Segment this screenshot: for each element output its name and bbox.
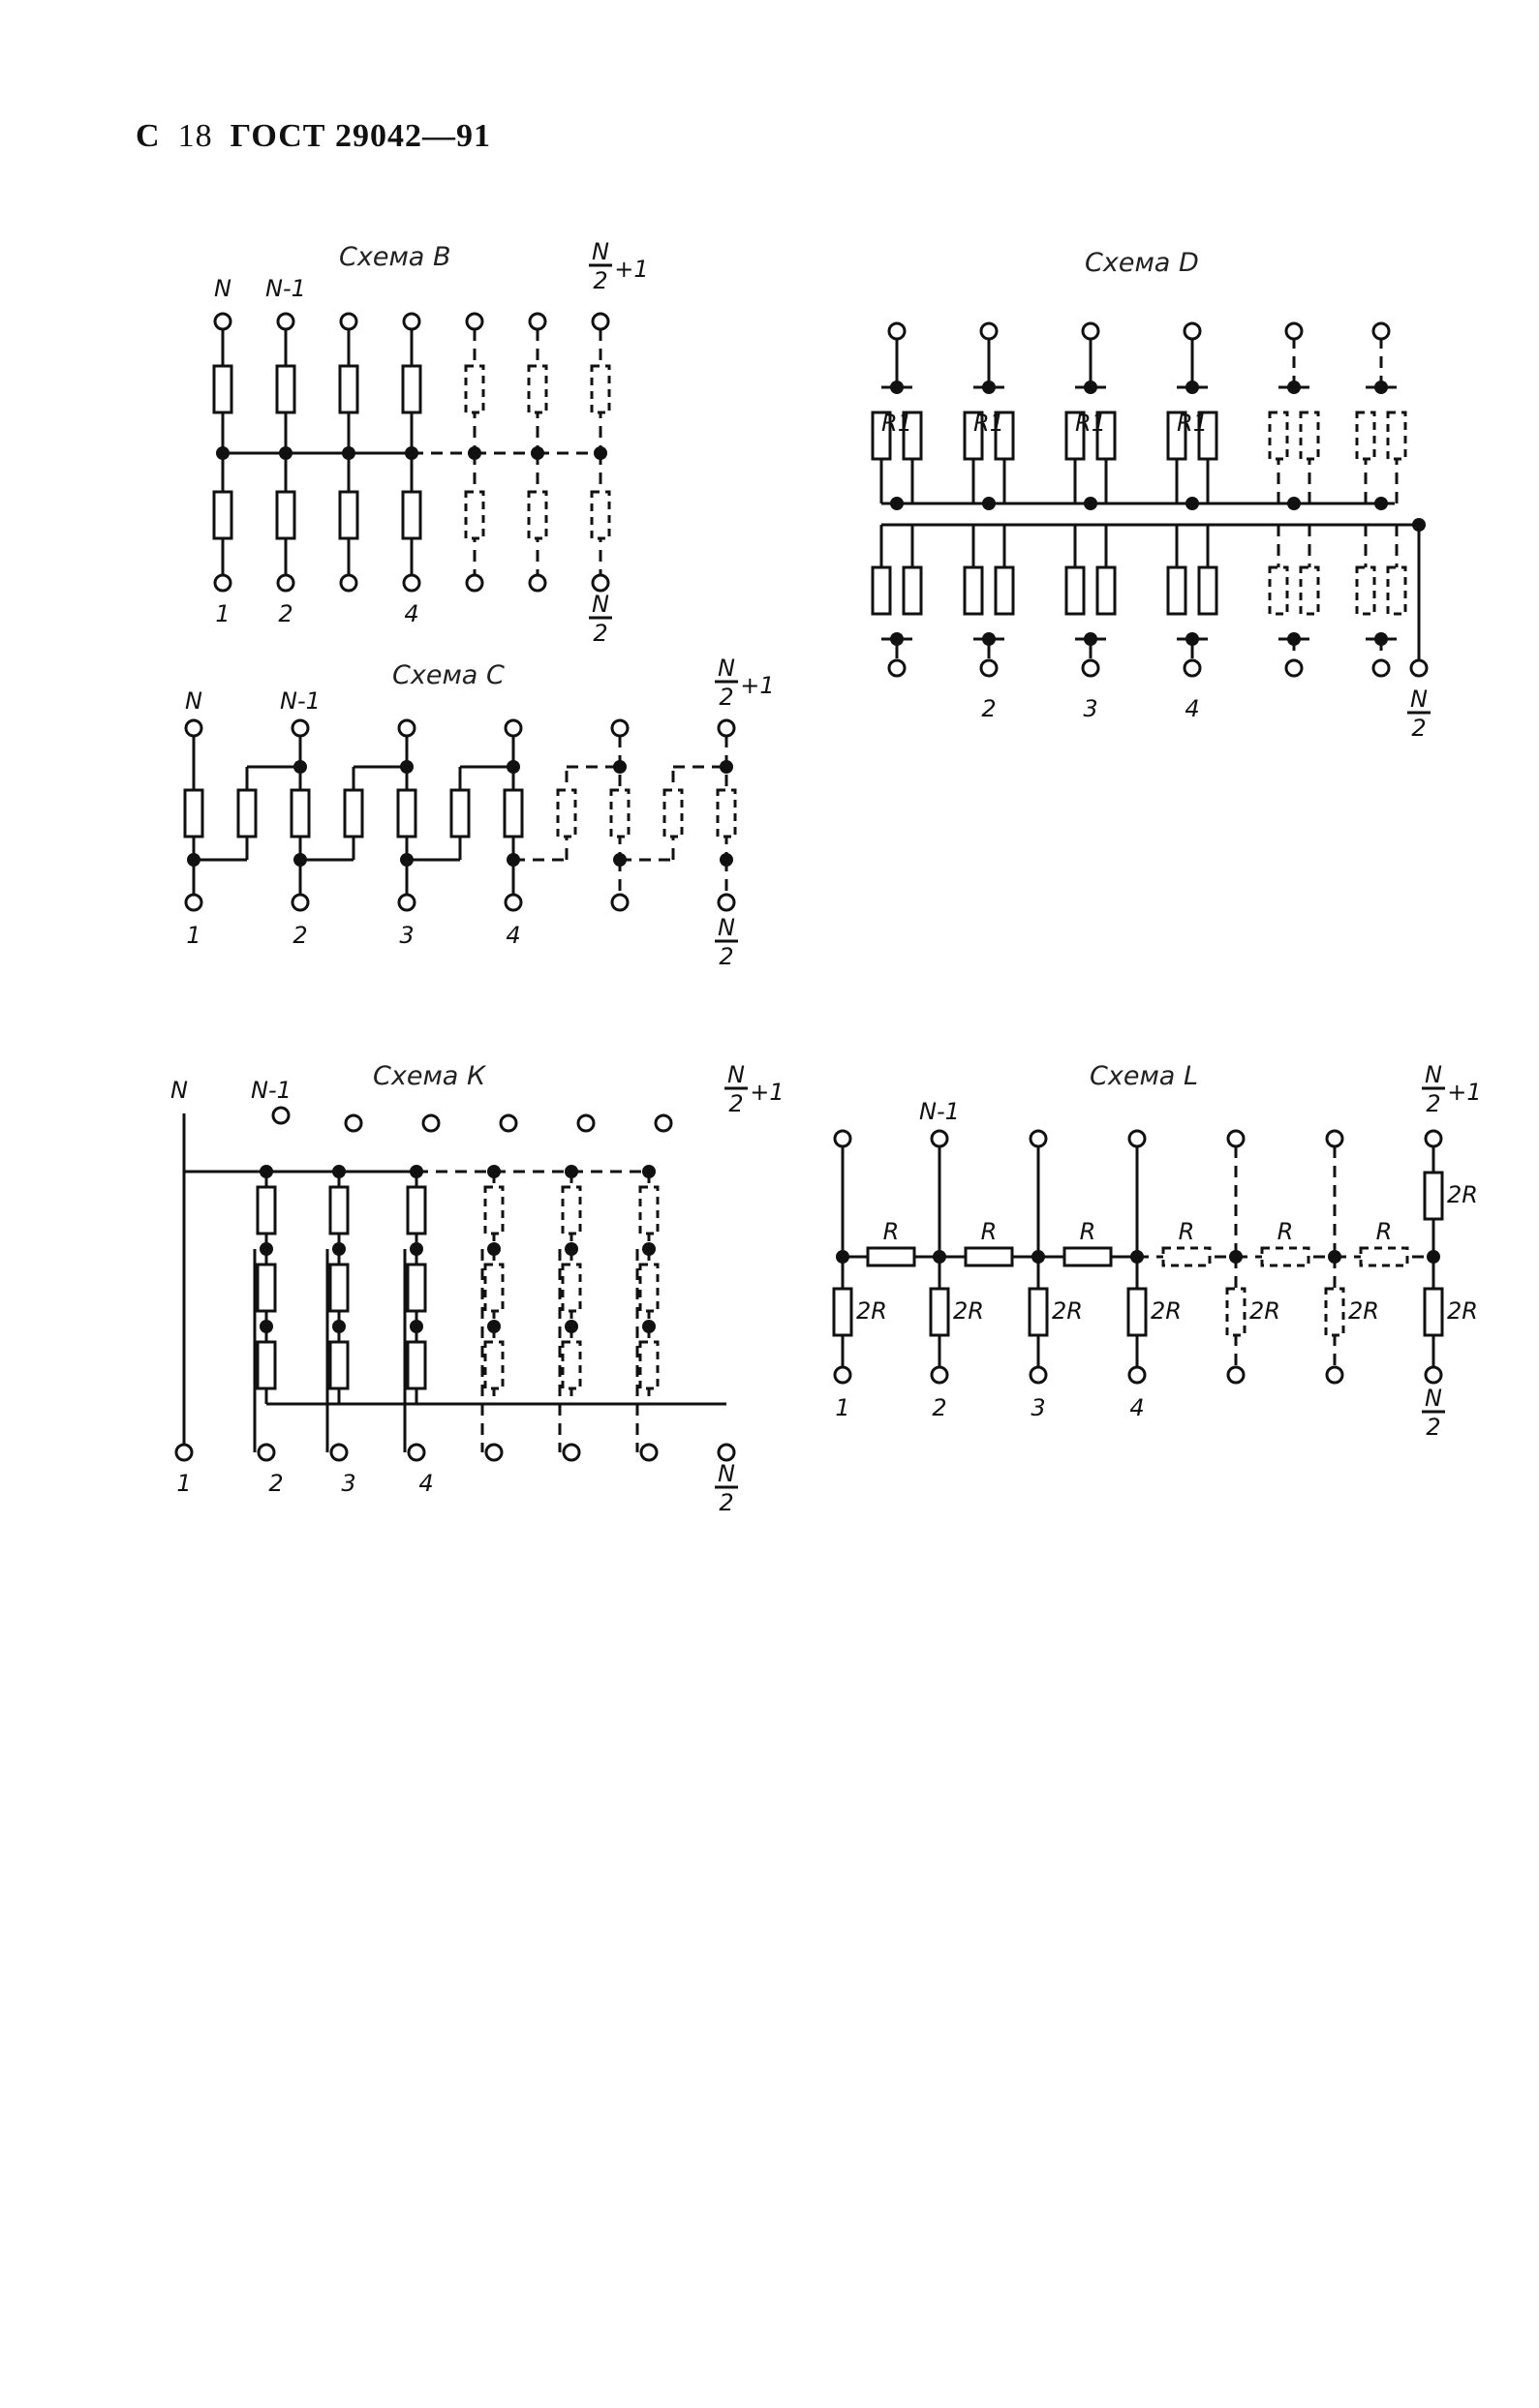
scheme-b-diagram — [184, 232, 726, 647]
column-resistor — [398, 790, 416, 837]
bottom-label-n-half — [715, 1460, 738, 1516]
ladder-node — [1427, 1250, 1440, 1264]
bottom-label: 4 — [404, 600, 419, 627]
series-resistor-label: R — [882, 1218, 900, 1245]
lower-resistor-r1 — [1168, 567, 1185, 614]
scheme-k-svg — [155, 1055, 785, 1539]
top-node — [400, 760, 414, 774]
column-node — [410, 1242, 423, 1256]
upper-resistor — [340, 366, 357, 412]
scheme-l-svg — [814, 1055, 1482, 1462]
top-terminal — [1031, 1131, 1046, 1146]
bottom-terminal — [331, 1445, 347, 1460]
bottom-terminal — [467, 575, 482, 591]
top-label-n-1: N-1 — [251, 1077, 292, 1104]
bottom-label-n-half — [1422, 1385, 1445, 1441]
series-resistor-label: R — [1375, 1218, 1393, 1245]
column-node — [642, 1320, 656, 1333]
lower-resistor-r1 — [873, 567, 890, 614]
fraction-numerator: N — [592, 238, 609, 265]
top-terminal — [292, 720, 308, 736]
bottom-label: 1 — [215, 600, 231, 627]
top-label-n-half-plus-one — [589, 238, 649, 294]
output-terminal — [719, 1445, 734, 1460]
column-node — [332, 1320, 346, 1333]
bus-node — [594, 446, 607, 460]
bottom-label: 4 — [1129, 1394, 1145, 1421]
page-number: 18 — [177, 118, 213, 154]
column-resistor-1 — [640, 1187, 658, 1234]
column-resistor-1 — [258, 1187, 275, 1234]
column-node — [260, 1242, 273, 1256]
shunt-resistor-label: 2R — [953, 1297, 984, 1325]
bottom-label: 1 — [176, 1470, 192, 1497]
fraction-numerator: N — [1425, 1061, 1442, 1088]
fraction-numerator: N — [1410, 686, 1428, 713]
bottom-label: 3 — [1083, 695, 1098, 722]
column-resistor-2 — [408, 1265, 425, 1311]
bottom-label: 1 — [835, 1394, 850, 1421]
top-terminal — [501, 1115, 516, 1131]
pair-node — [1374, 381, 1388, 394]
column-resistor — [611, 790, 629, 837]
column-resistor-2 — [485, 1265, 503, 1311]
lower-resistor-r2 — [904, 567, 921, 614]
fraction-denominator: 2 — [719, 1489, 734, 1516]
column-resistor — [185, 790, 202, 837]
top-resistor-2r — [1425, 1173, 1442, 1219]
resistor-label: R1 — [1075, 410, 1106, 437]
top-node — [720, 760, 733, 774]
top-node — [613, 760, 627, 774]
column-resistor — [505, 790, 522, 837]
bottom-terminal — [292, 895, 308, 910]
bus-node — [890, 497, 904, 510]
lower-resistor — [529, 492, 546, 538]
bottom-terminal — [409, 1445, 424, 1460]
scheme-l-title: Схема L — [1090, 1061, 1198, 1091]
pair-node — [982, 381, 996, 394]
top-terminal — [278, 314, 293, 329]
scheme-l-diagram — [814, 1055, 1482, 1466]
shunt-resistor-2r — [1326, 1289, 1343, 1335]
shunt-resistor-label: 2R — [1447, 1297, 1478, 1325]
fraction-numerator: N — [718, 655, 735, 682]
resistor-label: R1 — [973, 410, 1004, 437]
lower-resistor-r2 — [1199, 567, 1216, 614]
column-resistor-2 — [563, 1265, 580, 1311]
bottom-label: 2 — [268, 1470, 284, 1497]
shunt-resistor-2r — [1128, 1289, 1146, 1335]
series-resistor-label: R — [980, 1218, 998, 1245]
bottom-terminal — [564, 1445, 579, 1460]
top-terminal — [530, 314, 545, 329]
bus-node — [1374, 497, 1388, 510]
lower-resistor-r1 — [1270, 567, 1287, 614]
bottom-terminal — [641, 1445, 657, 1460]
column-node — [410, 1320, 423, 1333]
upper-resistor — [277, 366, 294, 412]
column-resistor-3 — [408, 1342, 425, 1388]
scheme-b-svg — [184, 232, 726, 647]
shunt-resistor-label: 2R — [1052, 1297, 1083, 1325]
pair-node — [1084, 632, 1097, 646]
bottom-label: 4 — [418, 1470, 434, 1497]
bottom-label: 2 — [981, 695, 997, 722]
series-resistor-r — [868, 1248, 914, 1265]
fraction-denominator: 2 — [728, 1090, 744, 1117]
pair-node — [1287, 381, 1301, 394]
lower-resistor — [277, 492, 294, 538]
fraction-numerator: N — [1425, 1385, 1442, 1412]
series-resistor-label: R — [1178, 1218, 1195, 1245]
top-label-n-1: N-1 — [265, 275, 306, 302]
top-label-n-half-plus-one — [1422, 1061, 1482, 1117]
top-terminal — [1083, 323, 1098, 339]
bottom-label-n-half — [589, 591, 612, 647]
bottom-terminal — [889, 660, 905, 676]
top-node — [507, 760, 520, 774]
bottom-label: 1 — [186, 922, 201, 949]
bottom-terminal — [530, 575, 545, 591]
column-resistor-3 — [640, 1342, 658, 1388]
column-node — [332, 1242, 346, 1256]
bottom-label: 2 — [932, 1394, 947, 1421]
bottom-terminal — [1129, 1367, 1145, 1383]
fraction-denominator: 2 — [719, 684, 734, 711]
bottom-terminal — [486, 1445, 502, 1460]
top-terminal — [399, 720, 415, 736]
column-resistor-2 — [640, 1265, 658, 1311]
top-terminal — [215, 314, 231, 329]
scheme-c-svg — [165, 649, 785, 1017]
shunt-resistor-label: 2R — [1151, 1297, 1182, 1325]
fraction-numerator: N — [718, 1460, 735, 1487]
rung-resistor — [345, 790, 362, 837]
bottom-terminal — [278, 575, 293, 591]
bottom-terminal — [215, 575, 231, 591]
lower-resistor-r2 — [1097, 567, 1115, 614]
fraction-denominator: 2 — [593, 620, 608, 647]
fraction-denominator: 2 — [1411, 715, 1427, 742]
bottom-terminal — [259, 1445, 274, 1460]
standard-number: ГОСТ 29042—91 — [230, 118, 491, 154]
fraction-denominator: 2 — [593, 267, 608, 294]
rung-resistor — [558, 790, 575, 837]
column-node — [487, 1320, 501, 1333]
fraction-denominator: 2 — [719, 943, 734, 970]
top-label-n-half-plus-one — [715, 655, 775, 711]
bottom-terminal — [612, 895, 628, 910]
column-resistor-3 — [563, 1342, 580, 1388]
bottom-terminal — [341, 575, 356, 591]
bottom-terminal — [1426, 1367, 1441, 1383]
column-node — [565, 1242, 578, 1256]
column-resistor-1 — [330, 1187, 348, 1234]
top-terminal — [578, 1115, 594, 1131]
pair-node — [1185, 381, 1199, 394]
top-terminal — [423, 1115, 439, 1131]
column-resistor-1 — [563, 1187, 580, 1234]
pair-node — [1374, 632, 1388, 646]
bottom-label-n-half — [1407, 686, 1431, 742]
column-resistor — [292, 790, 309, 837]
shunt-resistor-2r — [834, 1289, 851, 1335]
upper-resistor-r2 — [1301, 412, 1318, 459]
lower-resistor-r2 — [996, 567, 1013, 614]
lower-resistor-r1 — [965, 567, 982, 614]
rung-resistor — [664, 790, 682, 837]
top-terminal — [1426, 1131, 1441, 1146]
top-terminal — [1286, 323, 1302, 339]
series-resistor-r — [966, 1248, 1012, 1265]
lower-resistor — [466, 492, 483, 538]
bottom-terminal — [186, 895, 201, 910]
shunt-resistor-2r — [1227, 1289, 1245, 1335]
top-label-n: N — [170, 1077, 188, 1104]
upper-resistor — [214, 366, 231, 412]
column-node — [642, 1242, 656, 1256]
scheme-d-title: Схема D — [1085, 248, 1199, 278]
column-resistor-3 — [485, 1342, 503, 1388]
upper-resistor-r1 — [1357, 412, 1374, 459]
top-node — [293, 760, 307, 774]
column-node — [487, 1242, 501, 1256]
pair-node — [890, 632, 904, 646]
column-resistor — [718, 790, 735, 837]
column-resistor-3 — [258, 1342, 275, 1388]
bottom-terminal — [719, 895, 734, 910]
bottom-label: 2 — [278, 600, 293, 627]
bottom-terminal — [404, 575, 419, 591]
bottom-terminal — [1083, 660, 1098, 676]
fraction-denominator: 2 — [1426, 1414, 1441, 1441]
column-resistor-3 — [330, 1342, 348, 1388]
bottom-label: 4 — [506, 922, 521, 949]
bus-node — [982, 497, 996, 510]
bottom-terminal — [932, 1367, 947, 1383]
column-node — [260, 1320, 273, 1333]
fraction-plus-one: +1 — [750, 1079, 785, 1106]
column-resistor-1 — [485, 1187, 503, 1234]
bottom-label: 3 — [1031, 1394, 1046, 1421]
resistor-label: R1 — [881, 410, 912, 437]
bottom-terminal — [1031, 1367, 1046, 1383]
top-terminal — [719, 720, 734, 736]
shunt-resistor-2r — [1425, 1289, 1442, 1335]
top-terminal — [273, 1108, 289, 1123]
top-terminal — [656, 1115, 671, 1131]
top-terminal — [932, 1131, 947, 1146]
bottom-label: 2 — [292, 922, 308, 949]
fraction-numerator: N — [718, 914, 735, 941]
top-terminal — [612, 720, 628, 736]
scheme-b-title: Схема В — [339, 242, 451, 272]
bottom-terminal — [399, 895, 415, 910]
bottom-terminal — [835, 1367, 850, 1383]
series-resistor-label: R — [1277, 1218, 1294, 1245]
lower-resistor-r2 — [1301, 567, 1318, 614]
header-letter: С — [136, 118, 161, 154]
top-terminal — [186, 720, 201, 736]
top-label-n: N — [185, 687, 202, 715]
lower-resistor-r2 — [1388, 567, 1405, 614]
bottom-terminal — [1373, 660, 1389, 676]
top-terminal — [1327, 1131, 1342, 1146]
scheme-k-diagram — [155, 1055, 785, 1543]
bottom-label: 3 — [399, 922, 415, 949]
pair-node — [890, 381, 904, 394]
shunt-resistor-label: 2R — [856, 1297, 887, 1325]
bus-node — [1287, 497, 1301, 510]
shunt-resistor-label: 2R — [1348, 1297, 1379, 1325]
resistor-label: R1 — [1177, 410, 1208, 437]
bottom-terminal — [1185, 660, 1200, 676]
series-resistor-r — [1361, 1248, 1407, 1265]
bottom-terminal — [1228, 1367, 1244, 1383]
scheme-d-diagram — [852, 242, 1453, 769]
bottom-label-n-half — [715, 914, 738, 970]
series-resistor-r — [1262, 1248, 1308, 1265]
bottom-label: 4 — [1185, 695, 1200, 722]
upper-resistor — [529, 366, 546, 412]
output-terminal — [1411, 660, 1427, 676]
pair-node — [982, 632, 996, 646]
bottom-terminal — [981, 660, 997, 676]
scheme-c-diagram — [165, 649, 785, 1021]
lower-resistor — [340, 492, 357, 538]
top-terminal — [404, 314, 419, 329]
column-resistor-2 — [330, 1265, 348, 1311]
bottom-terminal — [1327, 1367, 1342, 1383]
fraction-numerator: N — [727, 1061, 745, 1088]
top-terminal — [341, 314, 356, 329]
upper-resistor — [403, 366, 420, 412]
top-terminal — [889, 323, 905, 339]
series-resistor-r — [1064, 1248, 1111, 1265]
top-label-n-1: N-1 — [919, 1098, 960, 1125]
shunt-resistor-2r — [1030, 1289, 1047, 1335]
scheme-d-svg — [852, 242, 1453, 765]
top-terminal — [1129, 1131, 1145, 1146]
bottom-terminal — [176, 1445, 192, 1460]
rung-resistor — [238, 790, 256, 837]
lower-resistor-r1 — [1066, 567, 1084, 614]
rung-resistor — [451, 790, 469, 837]
fraction-numerator: N — [592, 591, 609, 618]
bottom-terminal — [593, 575, 608, 591]
scheme-c-title: Схема С — [392, 660, 505, 690]
column-resistor-1 — [408, 1187, 425, 1234]
fraction-plus-one: +1 — [614, 256, 649, 283]
pair-node — [1084, 381, 1097, 394]
bottom-label: 3 — [341, 1470, 356, 1497]
bottom-terminal — [1286, 660, 1302, 676]
top-resistor-label: 2R — [1447, 1181, 1478, 1208]
column-resistor-2 — [258, 1265, 275, 1311]
top-label-n: N — [214, 275, 231, 302]
lower-resistor — [403, 492, 420, 538]
page-header — [136, 118, 508, 155]
series-resistor-label: R — [1079, 1218, 1096, 1245]
top-label-n-1: N-1 — [280, 687, 321, 715]
lower-resistor — [592, 492, 609, 538]
shunt-resistor-2r — [931, 1289, 948, 1335]
top-terminal — [346, 1115, 361, 1131]
fraction-plus-one: +1 — [740, 672, 775, 699]
upper-resistor-r2 — [1388, 412, 1405, 459]
shunt-resistor-label: 2R — [1249, 1297, 1280, 1325]
pair-node — [1287, 632, 1301, 646]
top-terminal — [467, 314, 482, 329]
top-terminal — [981, 323, 997, 339]
bottom-node — [720, 853, 733, 867]
pair-node — [1185, 632, 1199, 646]
lower-resistor — [214, 492, 231, 538]
top-terminal — [1228, 1131, 1244, 1146]
bus-node — [1185, 497, 1199, 510]
column-node — [642, 1165, 656, 1178]
top-label-n-half-plus-one — [724, 1061, 785, 1117]
upper-resistor-r1 — [1270, 412, 1287, 459]
bottom-terminal — [506, 895, 521, 910]
top-terminal — [1373, 323, 1389, 339]
bus-node — [1084, 497, 1097, 510]
scheme-k-title: Схема К — [373, 1061, 486, 1091]
lower-resistor-r1 — [1357, 567, 1374, 614]
top-terminal — [835, 1131, 850, 1146]
upper-resistor — [466, 366, 483, 412]
fraction-denominator: 2 — [1426, 1090, 1441, 1117]
fraction-plus-one: +1 — [1447, 1079, 1482, 1106]
top-terminal — [1185, 323, 1200, 339]
top-terminal — [593, 314, 608, 329]
top-terminal — [506, 720, 521, 736]
series-resistor-r — [1163, 1248, 1210, 1265]
column-node — [565, 1320, 578, 1333]
upper-resistor — [592, 366, 609, 412]
